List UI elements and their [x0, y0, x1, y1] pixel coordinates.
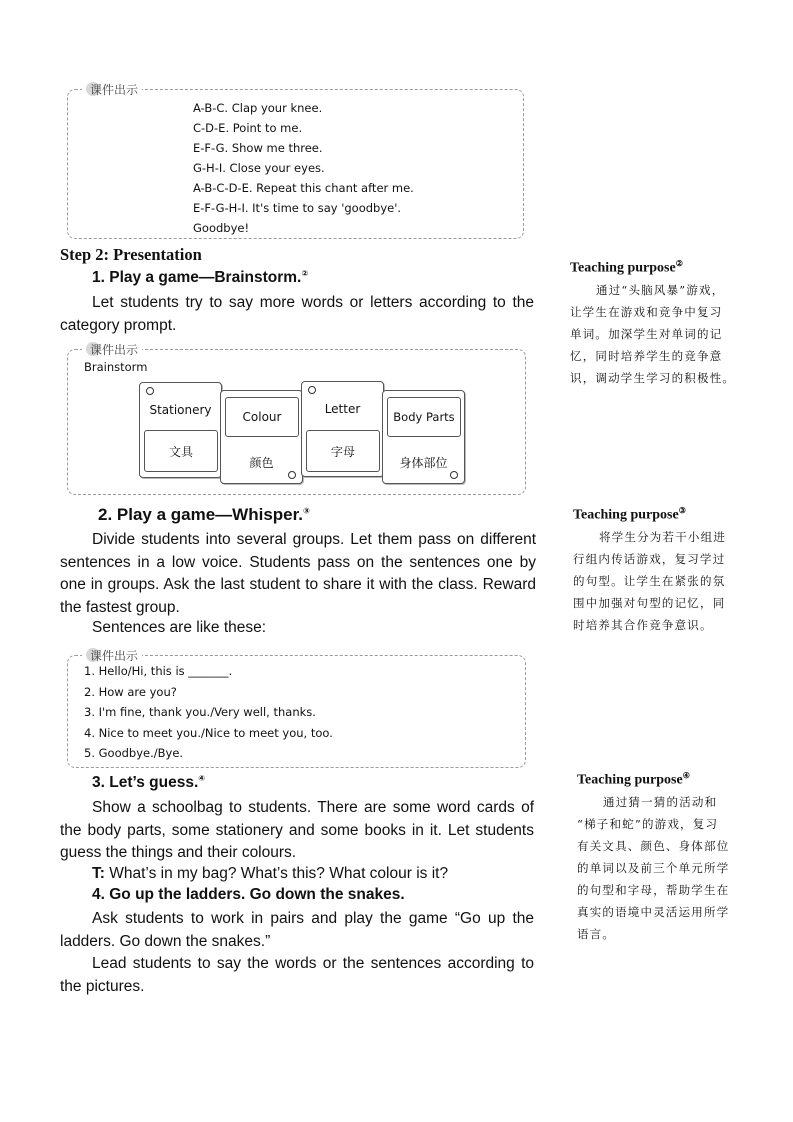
game2-intro: Sentences are like these: [92, 619, 267, 636]
chant-line: G-H-I. Close your eyes. [193, 161, 325, 175]
game2-text: Divide students into several groups. Let them pass on different sentences in a low voice. Students pass on the sentences one by one in groups. Ask the last student to share it with the class. Reward the fastest group. [60, 531, 536, 616]
teaching-purpose-2 [570, 259, 745, 389]
sentence-item: 3. I'm fine, thank you./Very well, thanks. [84, 705, 316, 719]
brainstorm-label: Brainstorm [84, 360, 148, 374]
courseware-label: 课件出示 [82, 81, 142, 98]
card-ring-icon [288, 471, 296, 479]
teaching-purpose-title: Teaching purpose③ [573, 506, 686, 523]
teaching-purpose-text: 通过猜一猜的活动和 “梯子和蛇”的游戏，复习 有关文具、颜色、身体部位 的单词以及前三个单元所学 的句型和字母，帮助学生在 真实的语境中灵活运用所学 语言。 [577, 794, 730, 941]
teaching-purpose-text: 将学生分为若干小组进 行组内传话游戏，复习学过 的句型。让学生在紧张的氛 围中加强对句型的记忆，同 时培养其合作竞争意识。 [573, 529, 726, 632]
chant-line: E-F-G-H-I. It's time to say 'goodbye'. [193, 201, 402, 215]
note-marker: ② [301, 269, 309, 278]
courseware-label: 课件出示 [82, 341, 142, 358]
chant-lines [193, 98, 414, 238]
teaching-purpose-3 [573, 506, 748, 636]
game1-title: 1. Play a game—Brainstorm.② [92, 269, 309, 287]
note-marker: ③ [303, 506, 310, 516]
game4-title: 4. Go up the ladders. Go down the snakes. [92, 886, 405, 903]
card-label-cn: 身体部位 [399, 456, 448, 470]
card-ring-icon [146, 387, 154, 395]
chant-line: Goodbye! [193, 221, 250, 235]
card-label-en: Stationery [149, 403, 212, 417]
step2-title: Step 2: Presentation [60, 245, 202, 264]
card-label-en: Letter [324, 402, 361, 416]
note-marker: ④ [198, 774, 206, 783]
sentence-item: 5. Goodbye./Bye. [84, 746, 184, 760]
courseware-label: 课件出示 [82, 647, 142, 664]
game3-text: Show a schoolbag to students. There are some word cards of the body parts, some stationery and some books in it. Let students guess the things and their colours. [60, 799, 534, 861]
chant-line: C-D-E. Point to me. [193, 121, 303, 135]
card-label-cn: 颜色 [249, 456, 274, 470]
game1-text: Let students try to say more words or letters according to the category prompt. [60, 294, 534, 334]
card-ring-icon [450, 471, 458, 479]
teaching-purpose-title: Teaching purpose② [570, 259, 683, 276]
sentence-item: 4. Nice to meet you./Nice to meet you, too. [84, 725, 333, 740]
category-card-colour [220, 390, 303, 484]
category-card-letter [301, 381, 384, 477]
sentence-item: 1. Hello/Hi, this is _______. [84, 664, 233, 678]
game3-dialogue: T: What’s in my bag? What’s this? What colour is it? [92, 865, 449, 882]
game2-title: 2. Play a game—Whisper.③ [98, 505, 310, 524]
game4-text-2: Lead students to say the words or the sentences according to the pictures. [60, 955, 534, 995]
card-label-en: Body Parts [387, 397, 461, 437]
card-ring-icon [308, 386, 316, 394]
teaching-purpose-text: 通过“头脑风暴”游戏， 让学生在游戏和竞争中复习 单词。加深学生对单词的记 忆，同时培养学生的竞争意 识，调动学生学习的积极性。 [570, 282, 736, 385]
chant-line: A-B-C. Clap your knee. [193, 101, 323, 115]
game3-title: 3. Let’s guess.④ [92, 774, 206, 792]
teaching-purpose-4 [577, 771, 752, 945]
sentence-item: 2. How are you? [84, 684, 177, 699]
dialogue-speaker: T: [92, 865, 105, 882]
card-label-en: Colour [225, 397, 299, 437]
card-label-cn: 文具 [144, 430, 218, 472]
game4-text-1: Ask students to work in pairs and play the game “Go up the ladders. Go down the snakes.” [60, 910, 534, 950]
card-label-cn: 字母 [306, 430, 380, 472]
category-card-body-parts [382, 390, 465, 484]
chant-line: A-B-C-D-E. Repeat this chant after me. [193, 181, 414, 195]
teaching-purpose-title: Teaching purpose④ [577, 771, 690, 788]
chant-line: E-F-G. Show me three. [193, 141, 323, 155]
sentence-list [84, 661, 333, 764]
category-card-stationery [139, 382, 222, 478]
